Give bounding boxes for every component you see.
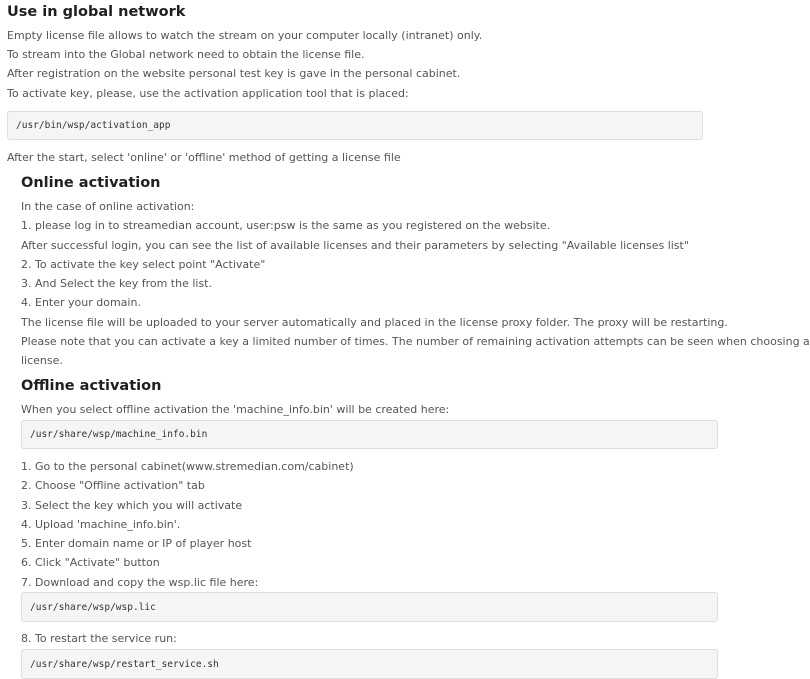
paragraph-line: 2. To activate the key select point "Activate" bbox=[21, 258, 266, 271]
paragraph-line: Empty license file allows to watch the stream on your computer locally (intranet) only. bbox=[7, 29, 483, 42]
step-line: 5. Enter domain name or IP of player host bbox=[21, 537, 252, 550]
step-line: 4. Upload 'machine_info.bin'. bbox=[21, 518, 181, 531]
step-line: 8. To restart the service run: bbox=[21, 632, 177, 645]
code-block-restart-service[interactable]: /usr/share/wsp/restart_service.sh bbox=[21, 649, 718, 679]
paragraph-line: To stream into the Global network need to obtain the license file. bbox=[7, 48, 365, 61]
step-line: 3. Select the key which you will activate bbox=[21, 499, 243, 512]
paragraph-line: After successful login, you can see the list of available licenses and their parameters by selecting "Available licenses list" bbox=[21, 239, 689, 252]
paragraph-line: The license file will be uploaded to your server automatically and placed in the license proxy folder. The proxy will be restarting. bbox=[21, 316, 728, 329]
section-title-global: Use in global network bbox=[7, 4, 186, 20]
code-block-activation-app[interactable]: /usr/bin/wsp/activation_app bbox=[7, 111, 703, 140]
code-block-machine-info[interactable]: /usr/share/wsp/machine_info.bin bbox=[21, 420, 718, 449]
paragraph-line: After the start, select 'online' or 'offline' method of getting a license file bbox=[7, 151, 401, 164]
paragraph-line: license. bbox=[21, 354, 63, 367]
paragraph-line: 4. Enter your domain. bbox=[21, 296, 141, 309]
step-line: 1. Go to the personal cabinet(www.stremedian.com/cabinet) bbox=[21, 460, 354, 473]
paragraph-line: When you select offline activation the 'machine_info.bin' will be created here: bbox=[21, 403, 450, 416]
step-line: 2. Choose "Offline activation" tab bbox=[21, 479, 205, 492]
paragraph-line: Please note that you can activate a key a limited number of times. The number of remaining activation attempts can be seen when choosing a bbox=[21, 335, 810, 348]
step-line: 6. Click "Activate" button bbox=[21, 556, 160, 569]
paragraph-line: In the case of online activation: bbox=[21, 200, 195, 213]
paragraph-line: To activate key, please, use the activation application tool that is placed: bbox=[7, 87, 409, 100]
paragraph-line: 3. And Select the key from the list. bbox=[21, 277, 212, 290]
code-block-wsp-lic[interactable]: /usr/share/wsp/wsp.lic bbox=[21, 592, 718, 622]
paragraph-line: 1. please log in to streamedian account, user:psw is the same as you registered on the website. bbox=[21, 219, 551, 232]
step-line: 7. Download and copy the wsp.lic file here: bbox=[21, 576, 259, 589]
section-title-online: Online activation bbox=[21, 175, 161, 191]
section-title-offline: Offline activation bbox=[21, 378, 162, 394]
paragraph-line: After registration on the website personal test key is gave in the personal cabinet. bbox=[7, 67, 461, 80]
